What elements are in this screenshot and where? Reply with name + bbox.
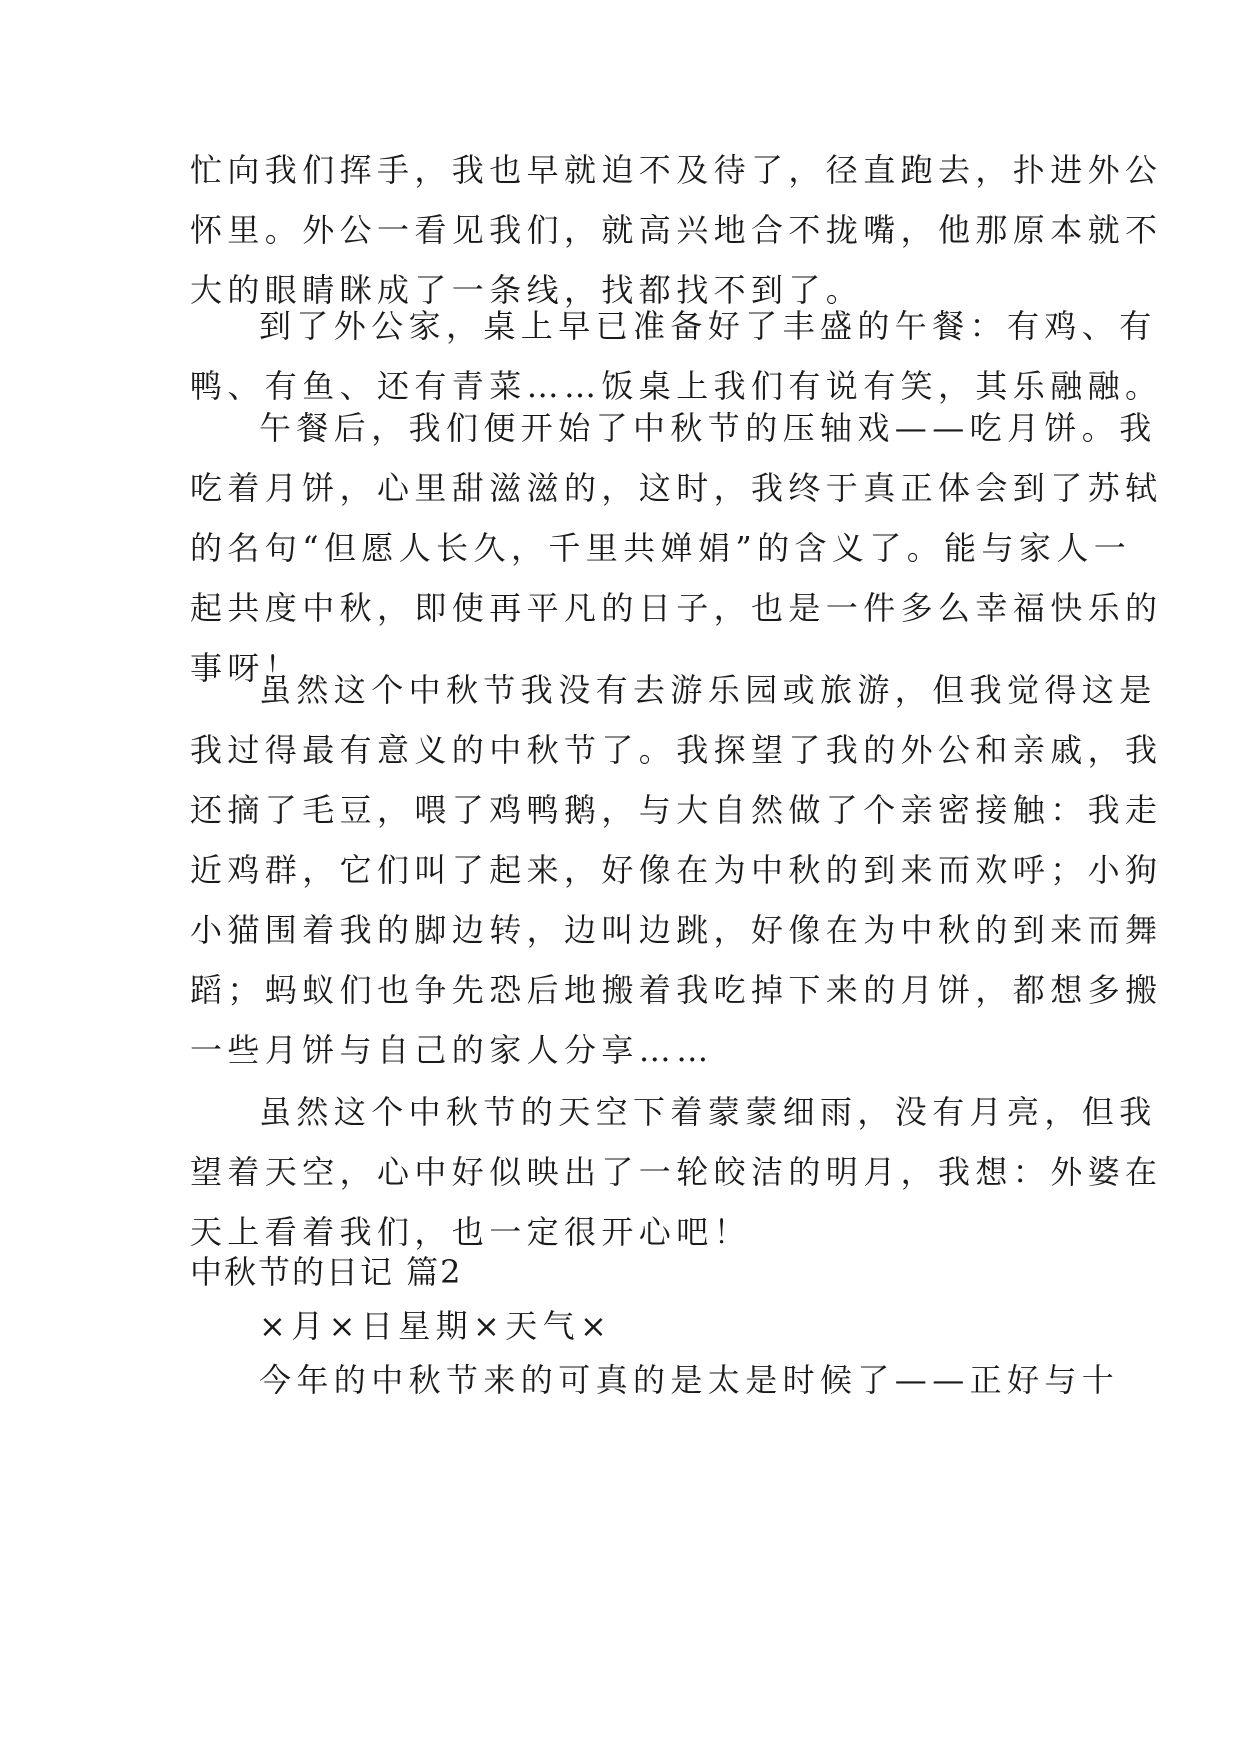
text-line: 到了外公家，桌上早已准备好了丰盛的午餐：有鸡、有 [259,307,1157,345]
text-line: 大的眼睛眯成了一条线，找都找不到了。 [190,271,864,309]
paragraph-3 [190,398,1163,698]
text-line: 吃着月饼，心里甜滋滋的，这时，我终于真正体会到了苏轼 [190,469,1163,507]
date-line-text: ×月×日星期×天气× [259,1307,613,1345]
text-line: 的名句“但愿人长久，千里共婵娟”的含义了。能与家人一 [190,529,1132,567]
text-line: 我过得最有意义的中秋节了。我探望了我的外公和亲戚，我 [190,731,1163,769]
paragraph-6 [190,1350,1120,1410]
text-line: 今年的中秋节来的可真的是太是时候了——正好与十 [259,1361,1120,1399]
text-line: 天上看着我们，也一定很开心吧！ [190,1213,752,1251]
text-line: 虽然这个中秋节我没有去游乐园或旅游，但我觉得这是 [259,671,1157,709]
paragraph-4 [190,660,1163,1080]
text-line: 鸭、有鱼、还有青菜……饭桌上我们有说有笑，其乐融融。 [190,367,1163,405]
text-line: 近鸡群，它们叫了起来，好像在为中秋的到来而欢呼；小狗 [190,851,1163,889]
text-line: 怀里。外公一看见我们，就高兴地合不拢嘴，他那原本就不 [190,211,1163,249]
text-line: 起共度中秋，即使再平凡的日子，也是一件多么幸福快乐的 [190,589,1163,627]
paragraph-5 [190,1082,1163,1262]
text-line: 小猫围着我的脚边转，边叫边跳，好像在为中秋的到来而舞 [190,911,1163,949]
text-line: 忙向我们挥手，我也早就迫不及待了，径直跑去，扑进外公 [190,151,1163,189]
paragraph-1 [190,140,1163,320]
section-title [190,1242,1050,1302]
text-line: 一些月饼与自己的家人分享…… [190,1031,714,1069]
text-line: 蹈；蚂蚁们也争先恐后地搬着我吃掉下来的月饼，都想多搬 [190,971,1163,1009]
text-line: 还摘了毛豆，喂了鸡鸭鹅，与大自然做了个亲密接触：我走 [190,791,1163,829]
text-line: 事呀！ [190,649,303,687]
text-line: 望着天空，心中好似映出了一轮皎洁的明月，我想：外婆在 [190,1153,1163,1191]
text-line: 虽然这个中秋节的天空下着蒙蒙细雨，没有月亮，但我 [259,1093,1157,1131]
section-title-text: 中秋节的日记 篇2 [190,1253,463,1291]
date-line [190,1296,1050,1356]
text-line: 午餐后，我们便开始了中秋节的压轴戏——吃月饼。我 [259,409,1157,447]
